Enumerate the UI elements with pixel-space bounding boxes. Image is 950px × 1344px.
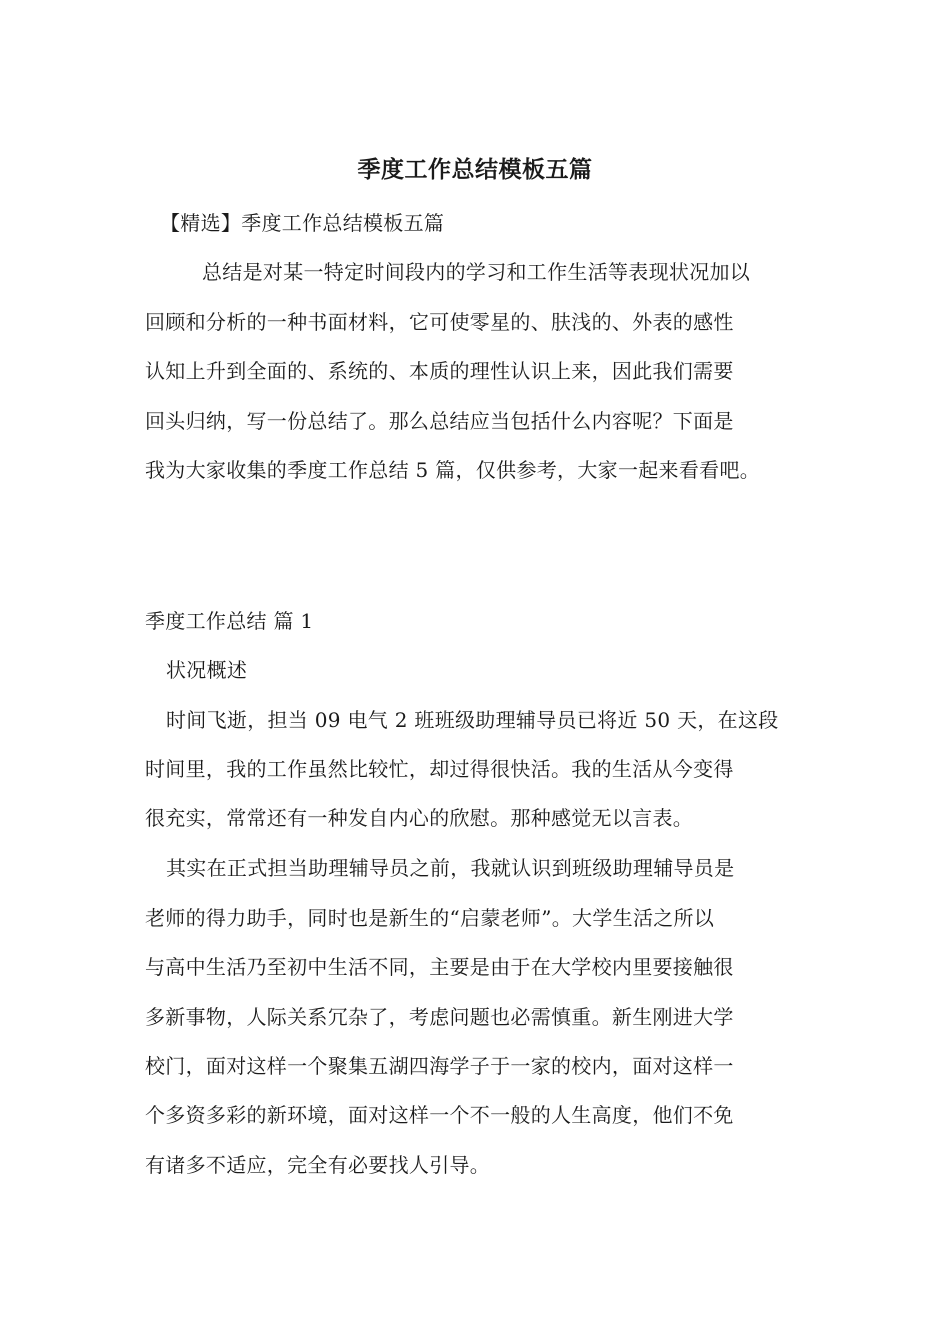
paragraph-line: 有诸多不适应，完全有必要找人引导。 bbox=[145, 1153, 491, 1177]
intro-line: 认知上升到全面的、系统的、本质的理性认识上来，因此我们需要 bbox=[145, 359, 734, 383]
paragraph-line: 与高中生活乃至初中生活不同，主要是由于在大学校内里要接触很 bbox=[145, 955, 734, 979]
document-title: 季度工作总结模板五篇 bbox=[357, 157, 593, 183]
paragraph-line: 时间飞逝，担当 09 电气 2 班班级助理辅导员已将近 50 天，在这段 bbox=[166, 708, 779, 732]
paragraph-line: 老师的得力助手，同时也是新生的“启蒙老师”。大学生活之所以 bbox=[145, 906, 715, 930]
paragraph-line: 时间里，我的工作虽然比较忙，却过得很快活。我的生活从今变得 bbox=[145, 757, 734, 781]
paragraph-line: 个多资多彩的新环境，面对这样一个不一般的人生高度，他们不免 bbox=[145, 1103, 734, 1127]
paragraph-line: 其实在正式担当助理辅导员之前，我就认识到班级助理辅导员是 bbox=[166, 856, 735, 880]
intro-line: 总结是对某一特定时间段内的学习和工作生活等表现状况加以 bbox=[202, 260, 751, 284]
intro-line: 回顾和分析的一种书面材料，它可使零星的、肤浅的、外表的感性 bbox=[145, 310, 734, 334]
document-subtitle: 【精选】季度工作总结模板五篇 bbox=[160, 211, 445, 235]
intro-line: 回头归纳，写一份总结了。那么总结应当包括什么内容呢？下面是 bbox=[145, 409, 734, 433]
intro-line: 我为大家收集的季度工作总结 5 篇，仅供参考，大家一起来看看吧。 bbox=[145, 458, 761, 482]
paragraph-line: 校门，面对这样一个聚集五湖四海学子于一家的校内，面对这样一 bbox=[145, 1054, 734, 1078]
section-heading: 季度工作总结 篇 1 bbox=[145, 609, 314, 633]
paragraph-line: 很充实，常常还有一种发自内心的欣慰。那种感觉无以言表。 bbox=[145, 806, 694, 830]
paragraph-line: 多新事物，人际关系冗杂了，考虑问题也必需慎重。新生刚进大学 bbox=[145, 1005, 734, 1029]
section-subheading: 状况概述 bbox=[166, 658, 248, 682]
